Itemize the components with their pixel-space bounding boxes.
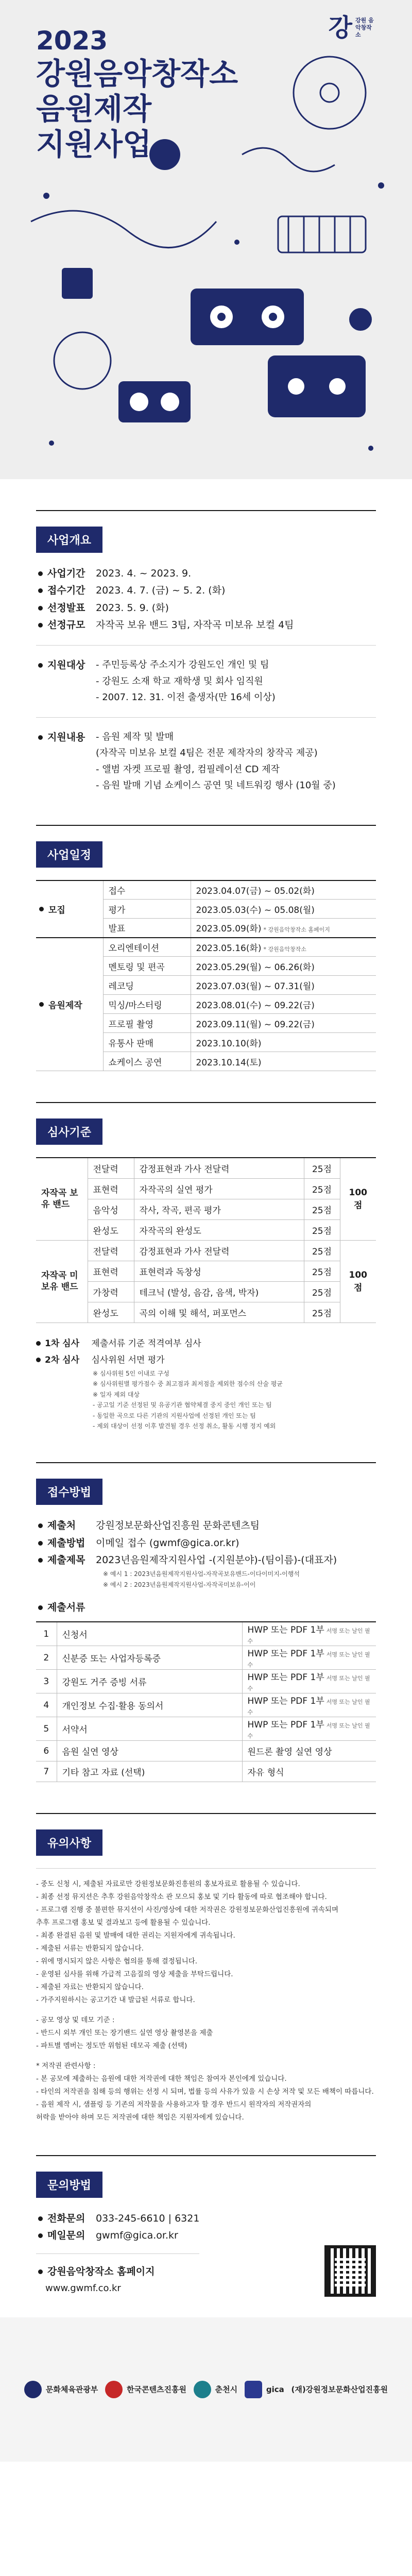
section-head bbox=[36, 1813, 376, 1856]
criteria-item: 표현력 bbox=[88, 1261, 134, 1281]
notice-line: 추후 프로그램 홍보 및 결과보고 등에 활용될 수 있습니다. bbox=[36, 1919, 211, 1927]
criteria-desc: 작사, 작곡, 편곡 평가 bbox=[134, 1199, 304, 1219]
schedule-date bbox=[191, 919, 376, 938]
hero-year: 2023 bbox=[36, 26, 108, 56]
content-line: - 앨범 자켓 프로필 촬영, 컴필레이션 CD 제작 bbox=[96, 764, 280, 775]
brand-logo bbox=[329, 15, 376, 40]
notice-line: - 가주지원하시는 공고기간 내 발급된 서류로 합니다. bbox=[36, 1995, 195, 2004]
doc-name: 개인정보 수집·활용 동의서 bbox=[57, 1693, 242, 1717]
schedule-item: 접수 bbox=[103, 880, 191, 900]
vinyl-outline-icon bbox=[294, 57, 366, 129]
target-label: 지원대상 bbox=[38, 657, 96, 706]
section-badge: 심사기준 bbox=[36, 1118, 102, 1145]
schedule-date-text: 2023.09.11(월) ~ 09.22(금) bbox=[196, 1019, 315, 1030]
criteria-desc: 감정표현과 가사 전달력 bbox=[134, 1240, 304, 1261]
footer-logo bbox=[105, 2381, 186, 2398]
speaker-box-icon bbox=[118, 381, 191, 422]
doc-number: 4 bbox=[36, 1693, 57, 1717]
doc-format-text: HWP 또는 PDF 1부 bbox=[247, 1625, 324, 1636]
table-row bbox=[36, 880, 376, 900]
criteria-item: 전달력 bbox=[88, 1240, 134, 1261]
criteria-group: 자작곡 보유 밴드 bbox=[36, 1158, 88, 1240]
criteria-score: 25점 bbox=[304, 1261, 340, 1281]
notice-line: - 제출된 자료는 반환되지 않습니다. bbox=[36, 1982, 144, 1991]
footer-logo bbox=[24, 2381, 98, 2398]
doc-format-text: HWP 또는 PDF 1부 bbox=[247, 1672, 324, 1683]
chuncheon-logo-icon bbox=[194, 2381, 211, 2398]
criteria-note: - 공고일 기준 선정된 및 유공기관 협약체결 중지 중인 개인 또는 팀 bbox=[93, 1401, 272, 1409]
overview-value: 2023. 4. ~ 2023. 9. bbox=[96, 568, 192, 579]
section-badge: 유의사항 bbox=[36, 1829, 102, 1856]
schedule-date bbox=[191, 976, 376, 995]
table-row bbox=[36, 1717, 376, 1741]
schedule-item: 레코딩 bbox=[103, 976, 191, 995]
table-row bbox=[36, 1158, 376, 1178]
overview-key: 선정발표 bbox=[38, 600, 96, 617]
criteria-notes bbox=[36, 1368, 376, 1431]
application-key: 제출처 bbox=[38, 1517, 96, 1534]
footer-logo bbox=[245, 2381, 284, 2398]
footer-logo-name: (재)강원정보문화산업진흥원 bbox=[291, 2385, 388, 2395]
doc-name: 신분증 또는 사업자등록증 bbox=[57, 1646, 242, 1670]
footer-logo bbox=[194, 2381, 237, 2398]
footer-logos bbox=[0, 2317, 412, 2462]
schedule-table bbox=[36, 880, 376, 1072]
overview-key: 사업기간 bbox=[38, 565, 96, 582]
mixer-icon bbox=[268, 355, 366, 417]
phone-label: 전화문의 bbox=[38, 2210, 96, 2227]
schedule-item: 발표 bbox=[103, 919, 191, 938]
schedule-item: 평가 bbox=[103, 900, 191, 919]
section-criteria bbox=[36, 1071, 376, 1431]
criteria-total: 100점 bbox=[340, 1240, 376, 1323]
criteria-score: 25점 bbox=[304, 1178, 340, 1199]
doc-format-text: HWP 또는 PDF 1부 bbox=[247, 1649, 324, 1659]
doc-format bbox=[242, 1761, 376, 1782]
section-badge: 사업일정 bbox=[36, 841, 102, 868]
application-key: 제출제목 bbox=[38, 1552, 96, 1569]
doc-format bbox=[242, 1670, 376, 1693]
cable-line-icon bbox=[242, 148, 335, 172]
schedule-item: 프로필 촬영 bbox=[103, 1014, 191, 1033]
copyright-lines bbox=[36, 2060, 376, 2124]
notice-lines bbox=[36, 1878, 376, 2007]
notice-line: - 운영된 심사를 위해 가급적 고음질의 영상 제출을 부탁드립니다. bbox=[36, 1970, 233, 1978]
notice-line: 허락을 받아야 하며 모든 저작권에 대한 책임은 지원자에게 있습니다. bbox=[36, 2113, 244, 2122]
doc-format-note: 서명 또는 날인 필수 bbox=[247, 1628, 370, 1645]
cable-line-icon bbox=[31, 211, 216, 247]
criteria-score: 25점 bbox=[304, 1302, 340, 1323]
target-line: - 2007. 12. 31. 이전 출생자(만 16세 이상) bbox=[96, 692, 276, 703]
schedule-date bbox=[191, 900, 376, 919]
schedule-date bbox=[191, 1052, 376, 1071]
criteria-note: - 동일한 곡으로 다른 기관의 지원사업에 선정된 개인 또는 팀 bbox=[93, 1412, 256, 1419]
doc-format bbox=[242, 1741, 376, 1761]
content-line: - 음원 발매 기념 쇼케이스 공연 및 네트워킹 행사 (10월 중) bbox=[96, 780, 336, 791]
notice-line: - 본 공모에 제출하는 음원에 대한 저작권에 대한 책임은 참여자 본인에게 있습니다. bbox=[36, 2074, 287, 2083]
doc-number: 3 bbox=[36, 1670, 57, 1693]
brand-logo-icon: 강 bbox=[328, 13, 352, 42]
schedule-group: 음원제작 bbox=[36, 938, 103, 1071]
hero-title-line1: 강원음악창작소 bbox=[36, 56, 238, 91]
list-item bbox=[38, 1599, 376, 1616]
site-block bbox=[36, 2253, 199, 2297]
section-notice bbox=[36, 1782, 376, 2124]
content-line: - 음원 제작 및 발매 bbox=[96, 731, 174, 742]
table-row bbox=[36, 1670, 376, 1693]
doc-number: 6 bbox=[36, 1741, 57, 1761]
criteria-note: ※ 심사위원 5인 이내로 구성 bbox=[93, 1370, 169, 1378]
hero-title bbox=[36, 26, 238, 162]
criteria-note: ※ 심사위원별 평가점수 중 최고점과 최저점을 제외한 점수의 산술 평균 bbox=[93, 1380, 283, 1388]
table-row bbox=[36, 1646, 376, 1670]
list-item bbox=[38, 617, 376, 634]
schedule-item: 믹싱/마스터링 bbox=[103, 995, 191, 1014]
notice-line: - 공모 영상 및 데모 기준 : bbox=[36, 2015, 115, 2024]
notice-line: - 최종 선정 뮤지션은 추후 강원음악창작소 관 모으되 홍보 및 기타 활동에 따로 협조해야 합니다. bbox=[36, 1893, 327, 1902]
application-value: 강원정보문화산업진흥원 문화콘텐츠팀 bbox=[96, 1520, 260, 1532]
list-item bbox=[38, 565, 376, 582]
docs-label: 제출서류 bbox=[38, 1599, 96, 1616]
criteria-desc: 곡의 이해 및 해석, 퍼포먼스 bbox=[134, 1302, 304, 1323]
title-example: ※ 예시 2 : 2023년음원제작지원사업-자작곡미보유-이이 bbox=[103, 1581, 256, 1588]
doc-format-note: 서명 또는 날인 필수 bbox=[247, 1675, 370, 1692]
stage-1-label: 1차 심사 bbox=[36, 1338, 79, 1349]
schedule-date bbox=[191, 957, 376, 976]
criteria-desc: 테크닉 (발성, 음감, 음색, 박자) bbox=[134, 1281, 304, 1302]
section-head bbox=[36, 510, 376, 553]
doc-format-note: 서명 또는 날인 필수 bbox=[247, 1699, 370, 1716]
table-row bbox=[36, 1693, 376, 1717]
doc-format-note: 서명 또는 날인 필수 bbox=[247, 1722, 370, 1740]
gica-logo-icon bbox=[245, 2381, 262, 2398]
section-overview bbox=[36, 479, 376, 794]
content-label: 지원내용 bbox=[38, 729, 96, 794]
list-item bbox=[38, 2227, 199, 2244]
overview-list bbox=[36, 565, 376, 634]
criteria-desc: 표현력과 독창성 bbox=[134, 1261, 304, 1281]
criteria-item: 완성도 bbox=[88, 1302, 134, 1323]
section-head bbox=[36, 825, 376, 868]
criteria-score: 25점 bbox=[304, 1281, 340, 1302]
section-head bbox=[36, 1102, 376, 1145]
ministry-logo-icon bbox=[24, 2381, 42, 2398]
overview-key: 접수기간 bbox=[38, 582, 96, 599]
email-link[interactable]: gwmf@gica.or.kr bbox=[96, 2229, 178, 2241]
criteria-note: - 제외 대상이 선정 이후 발견될 경우 선정 취소, 활동 시행 정지 예외 bbox=[93, 1422, 276, 1430]
section-badge: 문의방법 bbox=[36, 2172, 102, 2198]
schedule-date-text: 2023.05.16(화) bbox=[196, 943, 262, 954]
criteria-item: 표현력 bbox=[88, 1178, 134, 1199]
schedule-note: * 강원음악창작소 홈페이지 bbox=[263, 926, 330, 934]
target-line: - 주민등록상 주소지가 강원도인 개인 및 팀 bbox=[96, 659, 269, 670]
qr-code-icon[interactable] bbox=[324, 2245, 376, 2297]
content-list bbox=[36, 729, 376, 794]
content-area bbox=[0, 479, 412, 2317]
hero-section bbox=[0, 0, 412, 479]
speaker-outline-icon bbox=[54, 332, 111, 389]
doc-name: 신청서 bbox=[57, 1622, 242, 1646]
criteria-score: 25점 bbox=[304, 1158, 340, 1178]
criteria-score: 25점 bbox=[304, 1199, 340, 1219]
hero-title-line2: 음원제작 bbox=[36, 91, 152, 127]
schedule-date-text: 2023.10.14(토) bbox=[196, 1057, 262, 1068]
criteria-total: 100점 bbox=[340, 1158, 376, 1240]
list-item bbox=[38, 2210, 199, 2227]
criteria-desc: 감정표현과 가사 전달력 bbox=[134, 1158, 304, 1178]
schedule-item: 멘토링 및 편곡 bbox=[103, 957, 191, 976]
content-block bbox=[36, 717, 376, 794]
criteria-item: 음악성 bbox=[88, 1199, 134, 1219]
footer-logo-name: 문화체육관광부 bbox=[45, 2385, 98, 2395]
target-line: - 강원도 소재 학교 재학생 및 회사 임직원 bbox=[96, 675, 263, 687]
list-item bbox=[38, 657, 376, 706]
doc-number: 1 bbox=[36, 1622, 57, 1646]
vinyl-center-icon bbox=[320, 83, 339, 102]
application-list bbox=[36, 1517, 376, 1569]
criteria-score: 25점 bbox=[304, 1219, 340, 1240]
list-item bbox=[38, 1517, 376, 1534]
content-lines bbox=[96, 729, 376, 794]
footer-logo-name: gica bbox=[266, 2384, 284, 2394]
schedule-date-text: 2023.05.29(월) ~ 06.26(화) bbox=[196, 962, 315, 973]
schedule-date-text: 2023.04.07(금) ~ 05.02(화) bbox=[196, 886, 315, 896]
schedule-date bbox=[191, 1033, 376, 1052]
overview-value: 2023. 5. 9. (화) bbox=[96, 602, 169, 614]
criteria-group: 자작곡 미보유 밴드 bbox=[36, 1240, 88, 1323]
documents-table bbox=[36, 1621, 376, 1782]
button-block-icon bbox=[62, 268, 93, 299]
application-key: 제출방법 bbox=[38, 1535, 96, 1552]
doc-format-note: 서명 또는 날인 필수 bbox=[247, 1651, 370, 1669]
list-item bbox=[38, 1535, 376, 1552]
footer-logo-name: 한국콘텐츠진흥원 bbox=[127, 2385, 186, 2395]
doc-format-text: 자유 형식 bbox=[247, 1768, 284, 1778]
criteria-table bbox=[36, 1157, 376, 1323]
doc-number: 5 bbox=[36, 1717, 57, 1741]
criteria-item: 가창력 bbox=[88, 1281, 134, 1302]
notice-line: * 저작권 관련사항 : bbox=[36, 2061, 96, 2070]
criteria-note: ※ 일자 제외 대상 bbox=[93, 1391, 140, 1398]
stage-1-text: 제출서류 기준 적격여부 심사 bbox=[91, 1338, 201, 1349]
overview-key: 선정규모 bbox=[38, 617, 96, 634]
target-list bbox=[36, 657, 376, 706]
notice-line: - 타인의 저작권을 침해 등의 행위는 선정 시 되며, 법률 등의 사유가 있을 시 손상 저작 및 모든 배책이 따릅니다. bbox=[36, 2087, 374, 2096]
doc-name: 기타 참고 자료 (선택) bbox=[57, 1761, 242, 1782]
table-row bbox=[36, 938, 376, 957]
keyboard-outline-icon bbox=[278, 216, 366, 252]
section-head bbox=[36, 2155, 376, 2198]
doc-name: 서약서 bbox=[57, 1717, 242, 1741]
list-item bbox=[38, 582, 376, 599]
doc-format bbox=[242, 1717, 376, 1741]
stage-2-label: 2차 심사 bbox=[36, 1355, 79, 1365]
phone-value[interactable]: 033-245-6610 | 6321 bbox=[96, 2212, 200, 2224]
schedule-note: * 강원음악창작소 bbox=[263, 945, 306, 953]
schedule-date-text: 2023.08.01(수) ~ 09.22(금) bbox=[196, 1000, 315, 1011]
section-contact bbox=[36, 2124, 376, 2297]
schedule-date-text: 2023.10.10(화) bbox=[196, 1038, 262, 1049]
list-item bbox=[38, 2263, 199, 2280]
doc-name: 강원도 거주 증빙 서류 bbox=[57, 1670, 242, 1693]
content-line: (자작곡 미보유 보컬 4팀은 전문 제작자의 창작곡 제공) bbox=[96, 748, 318, 758]
schedule-date-text: 2023.07.03(월) ~ 07.31(월) bbox=[196, 981, 315, 992]
email-label: 메일문의 bbox=[38, 2227, 96, 2244]
table-row bbox=[36, 1240, 376, 1261]
section-application bbox=[36, 1431, 376, 1782]
review-stages bbox=[36, 1335, 376, 1369]
kocca-logo-icon bbox=[105, 2381, 123, 2398]
target-lines bbox=[96, 657, 376, 706]
overview-value: 자작곡 보유 밴드 3팀, 자작곡 미보유 보컬 4팀 bbox=[96, 619, 294, 631]
schedule-date-text: 2023.05.03(수) ~ 05.08(월) bbox=[196, 905, 315, 916]
doc-format-text: 원드론 촬영 실연 영상 bbox=[247, 1747, 332, 1758]
application-value: 2023년음원제작지원사업 -(지원분야)-(팀이름)-(대표자) bbox=[96, 1554, 337, 1566]
schedule-date bbox=[191, 995, 376, 1014]
title-examples bbox=[36, 1569, 376, 1590]
notice-line: - 제출된 서류는 반환되지 않습니다. bbox=[36, 1944, 144, 1953]
site-label: 강원음악창작소 홈페이지 bbox=[38, 2263, 155, 2280]
site-list bbox=[36, 2263, 199, 2280]
section-badge: 사업개요 bbox=[36, 527, 102, 553]
list-item bbox=[38, 600, 376, 617]
application-value[interactable]: 이메일 접수 (gwmf@gica.or.kr) bbox=[96, 1537, 239, 1549]
dial-icon bbox=[349, 308, 372, 331]
table-row bbox=[36, 1741, 376, 1761]
schedule-date bbox=[191, 880, 376, 900]
section-schedule bbox=[36, 794, 376, 1072]
section-head bbox=[36, 1462, 376, 1505]
overview-value: 2023. 4. 7. (금) ~ 5. 2. (화) bbox=[96, 585, 226, 597]
schedule-date bbox=[191, 938, 376, 957]
doc-name: 음원 실연 영상 bbox=[57, 1741, 242, 1761]
schedule-item: 유통사 판매 bbox=[103, 1033, 191, 1052]
schedule-item: 오리엔테이션 bbox=[103, 938, 191, 957]
notice-line: - 최종 완결된 음원 및 발매에 대한 권리는 지원자에게 귀속됩니다. bbox=[36, 1931, 235, 1940]
contact-row bbox=[36, 2210, 376, 2297]
doc-format bbox=[242, 1693, 376, 1717]
stage-1 bbox=[36, 1335, 376, 1352]
notice-box bbox=[36, 1868, 376, 2124]
table-row bbox=[36, 1622, 376, 1646]
criteria-desc: 자작곡의 완성도 bbox=[134, 1219, 304, 1240]
docs-heading bbox=[36, 1599, 376, 1616]
criteria-score: 25점 bbox=[304, 1240, 340, 1261]
video-lines bbox=[36, 2014, 376, 2053]
list-item bbox=[38, 1552, 376, 1569]
contact-list bbox=[36, 2210, 199, 2245]
list-item bbox=[38, 729, 376, 794]
doc-number: 7 bbox=[36, 1761, 57, 1782]
section-badge: 접수방법 bbox=[36, 1479, 102, 1505]
cassette-icon bbox=[191, 289, 304, 345]
footer-logo bbox=[291, 2384, 388, 2395]
notice-line: - 프로그램 진행 중 불편한 뮤지션이 사진/영상에 대한 저작권은 강원정보문화산업진흥원에 귀속되며 bbox=[36, 1906, 339, 1914]
schedule-group: 모집 bbox=[36, 880, 103, 938]
notice-line: - 중도 신청 시, 제출된 자료로만 강원정보문화진흥원의 홍보자료로 활용될 수 있습니다. bbox=[36, 1880, 300, 1889]
contact-info bbox=[36, 2210, 199, 2297]
hero-title-line3: 지원사업 bbox=[36, 126, 152, 162]
doc-format bbox=[242, 1622, 376, 1646]
site-link[interactable]: www.gwmf.co.kr bbox=[45, 2283, 121, 2294]
doc-format-text: HWP 또는 PDF 1부 bbox=[247, 1696, 324, 1707]
schedule-date bbox=[191, 1014, 376, 1033]
doc-format bbox=[242, 1646, 376, 1670]
stage-2 bbox=[36, 1352, 376, 1368]
criteria-desc: 자작곡의 실연 평가 bbox=[134, 1178, 304, 1199]
notice-line: - 반드시 외부 개인 또는 장기밴드 실연 영상 촬영본을 제출 bbox=[36, 2028, 213, 2037]
table-row bbox=[36, 1761, 376, 1782]
doc-format-text: HWP 또는 PDF 1부 bbox=[247, 1720, 324, 1731]
schedule-item: 쇼케이스 공연 bbox=[103, 1052, 191, 1071]
criteria-item: 완성도 bbox=[88, 1219, 134, 1240]
criteria-item: 전달력 bbox=[88, 1158, 134, 1178]
doc-number: 2 bbox=[36, 1646, 57, 1670]
target-block bbox=[36, 645, 376, 706]
brand-logo-text: 강원 음악창작소 bbox=[355, 17, 374, 38]
notice-line: - 파트별 멤버는 정도만 위험된 데모곡 제출 (선택) bbox=[36, 2041, 187, 2050]
stage-2-text: 심사위원 서면 평가 bbox=[91, 1354, 165, 1365]
title-example: ※ 예시 1 : 2023년음원제작지원사업-자작곡보유밴드-이다이미지-이행석 bbox=[103, 1570, 300, 1578]
footer-logo-name: 춘천시 bbox=[215, 2385, 238, 2395]
notice-line: - 음원 제작 시, 샘플링 등 기존의 저작물을 사용하고자 할 경우 반드시 원작자의 저작권자의 bbox=[36, 2100, 312, 2109]
schedule-date-text: 2023.05.09(화) bbox=[196, 924, 262, 935]
notice-line: - 위에 명시되지 않은 사항은 협의를 통해 결정됩니다. bbox=[36, 1957, 198, 1966]
